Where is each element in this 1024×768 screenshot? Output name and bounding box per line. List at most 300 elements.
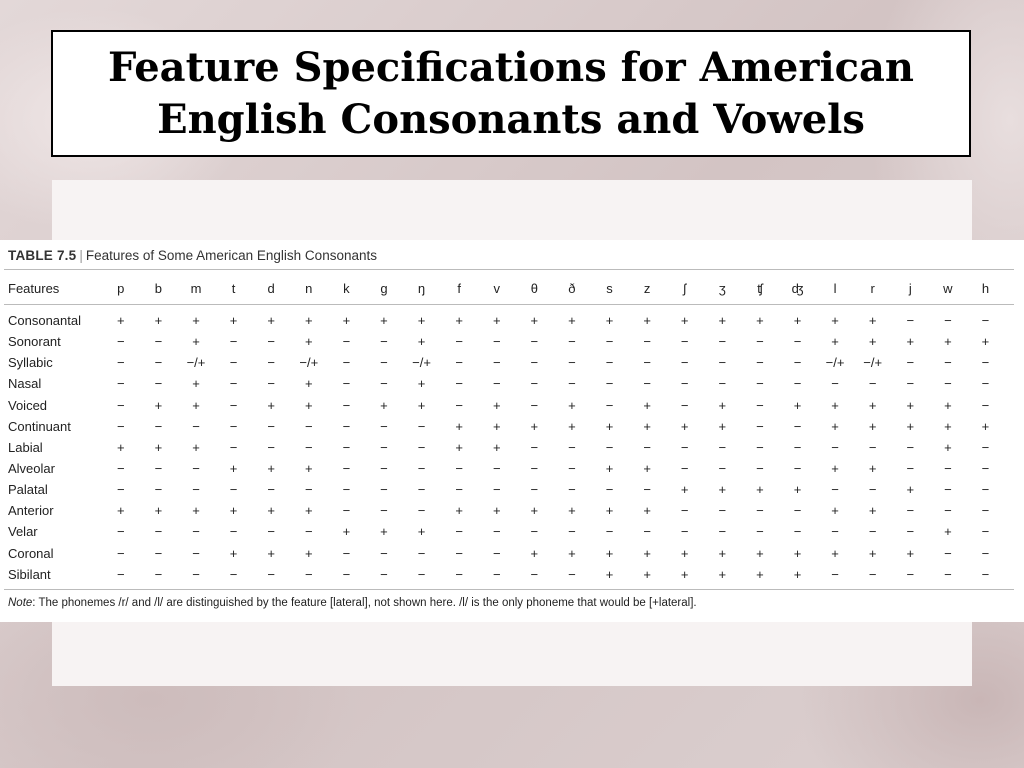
- feature-value: −: [530, 397, 539, 413]
- feature-value: −: [342, 418, 351, 434]
- feature-value: −: [267, 355, 275, 371]
- feature-value: −: [492, 482, 501, 498]
- feature-value: −: [229, 376, 238, 392]
- column-header-phoneme: g: [380, 280, 388, 296]
- feature-value: −: [267, 482, 275, 498]
- feature-value: −: [605, 334, 614, 350]
- feature-value: +: [831, 313, 839, 329]
- feature-value: −: [756, 376, 764, 392]
- feature-value: −: [605, 376, 614, 392]
- feature-value: +: [868, 503, 877, 519]
- feature-value: −: [154, 376, 163, 392]
- feature-value: +: [944, 418, 952, 434]
- feature-value: −: [342, 461, 351, 477]
- feature-value: +: [868, 397, 877, 413]
- feature-value: −: [380, 439, 388, 455]
- feature-value: +: [944, 334, 952, 350]
- feature-value: −: [530, 482, 539, 498]
- feature-value: −: [380, 376, 388, 392]
- feature-value: −: [643, 334, 651, 350]
- feature-value: −: [342, 355, 351, 371]
- feature-value: +: [117, 503, 125, 519]
- feature-value: +: [229, 545, 238, 561]
- column-header-phoneme: θ: [530, 280, 538, 296]
- feature-value: +: [417, 376, 426, 392]
- caption-separator: |: [79, 248, 83, 263]
- feature-value: −: [568, 566, 576, 582]
- feature-value: +: [906, 545, 915, 561]
- feature-value: −: [342, 503, 351, 519]
- feature-value: −: [455, 566, 463, 582]
- feature-value: −: [568, 461, 576, 477]
- feature-value: −: [605, 482, 614, 498]
- feature-value: −: [793, 503, 802, 519]
- feature-value: −: [981, 566, 990, 582]
- feature-value: +: [417, 313, 426, 329]
- feature-value: −: [944, 461, 952, 477]
- feature-value: −: [906, 355, 915, 371]
- feature-value: −: [793, 418, 802, 434]
- column-header-phoneme: z: [643, 280, 651, 296]
- feature-value: +: [906, 334, 915, 350]
- feature-value: −: [718, 334, 727, 350]
- column-header-phoneme: p: [117, 280, 125, 296]
- feature-value: −: [192, 461, 200, 477]
- feature-value: +: [906, 397, 915, 413]
- feature-value: −: [417, 566, 426, 582]
- feature-value: +: [756, 566, 764, 582]
- feature-value: −: [192, 545, 200, 561]
- feature-value: −: [380, 503, 388, 519]
- feature-value: −: [304, 439, 313, 455]
- feature-value: +: [756, 545, 764, 561]
- feature-value: +: [192, 334, 200, 350]
- feature-value: −: [831, 524, 839, 540]
- feature-value: −: [906, 503, 915, 519]
- feature-value: −: [906, 439, 915, 455]
- feature-value: +: [267, 397, 275, 413]
- feature-value: +: [154, 439, 163, 455]
- feature-value: +: [154, 503, 163, 519]
- feature-value: +: [568, 313, 576, 329]
- feature-name: Nasal: [8, 376, 42, 392]
- feature-value: −: [304, 524, 313, 540]
- feature-value: −: [906, 313, 915, 329]
- feature-value: +: [718, 418, 727, 434]
- feature-table-figure: [0, 240, 1024, 622]
- feature-value: −: [154, 418, 163, 434]
- feature-value: −: [944, 313, 952, 329]
- feature-value: −: [906, 524, 915, 540]
- feature-value: +: [756, 482, 764, 498]
- feature-value: −: [906, 461, 915, 477]
- feature-name: Voiced: [8, 397, 48, 413]
- feature-value: −: [117, 334, 125, 350]
- feature-value: +: [192, 313, 200, 329]
- feature-value: −: [455, 334, 463, 350]
- feature-value: +: [793, 397, 802, 413]
- feature-value: +: [718, 313, 727, 329]
- feature-value: −: [342, 545, 351, 561]
- feature-value: −/+: [825, 355, 845, 371]
- feature-name: Sonorant: [8, 334, 61, 350]
- feature-value: +: [643, 418, 651, 434]
- feature-value: −: [605, 397, 614, 413]
- feature-value: −: [380, 418, 388, 434]
- feature-value: +: [342, 313, 351, 329]
- feature-value: −: [417, 439, 426, 455]
- feature-value: −: [229, 397, 238, 413]
- table-top-rule: [4, 269, 1014, 270]
- feature-value: +: [944, 439, 952, 455]
- feature-value: −: [643, 355, 651, 371]
- feature-value: −: [342, 439, 351, 455]
- column-header-phoneme: w: [943, 280, 953, 296]
- column-header-phoneme: ʃ: [683, 280, 687, 296]
- feature-value: +: [492, 397, 501, 413]
- feature-value: +: [229, 313, 238, 329]
- feature-value: −: [568, 376, 576, 392]
- feature-value: −: [342, 376, 351, 392]
- feature-value: −: [568, 439, 576, 455]
- feature-value: +: [267, 461, 275, 477]
- feature-value: +: [718, 545, 727, 561]
- feature-value: +: [229, 461, 238, 477]
- column-header-phoneme: v: [493, 280, 500, 296]
- feature-value: +: [192, 397, 200, 413]
- feature-value: −: [492, 334, 501, 350]
- feature-value: −: [680, 376, 689, 392]
- feature-value: +: [304, 334, 313, 350]
- feature-value: +: [793, 313, 802, 329]
- feature-value: +: [868, 334, 877, 350]
- feature-value: −: [831, 482, 839, 498]
- note-label: Note: [8, 597, 33, 609]
- feature-value: +: [530, 503, 539, 519]
- feature-value: −: [192, 418, 200, 434]
- feature-value: −: [756, 439, 764, 455]
- feature-value: −: [492, 524, 501, 540]
- feature-value: +: [831, 334, 839, 350]
- feature-value: −/+: [299, 355, 319, 371]
- feature-table: [4, 274, 1020, 585]
- column-header-phoneme: h: [981, 280, 990, 296]
- column-header-phoneme: r: [870, 280, 875, 296]
- feature-value: +: [680, 418, 689, 434]
- feature-value: −: [492, 566, 501, 582]
- feature-name: Velar: [8, 524, 38, 540]
- feature-value: −: [530, 334, 539, 350]
- feature-value: +: [643, 545, 651, 561]
- column-header-phoneme: k: [343, 280, 350, 296]
- feature-name: Labial: [8, 439, 43, 455]
- feature-value: −: [718, 461, 727, 477]
- feature-value: −: [417, 545, 426, 561]
- feature-value: +: [605, 418, 614, 434]
- feature-value: +: [793, 482, 802, 498]
- feature-value: +: [680, 313, 689, 329]
- feature-value: −: [680, 334, 689, 350]
- feature-value: −: [455, 461, 463, 477]
- column-header-phoneme: s: [606, 280, 613, 296]
- column-header-phoneme: ʒ: [718, 280, 726, 296]
- feature-value: −: [192, 524, 200, 540]
- feature-value: +: [267, 545, 275, 561]
- feature-value: −: [154, 545, 163, 561]
- feature-value: −: [756, 418, 764, 434]
- feature-value: −: [304, 418, 313, 434]
- feature-value: −: [680, 461, 689, 477]
- feature-value: −: [680, 524, 689, 540]
- feature-value: −: [568, 355, 576, 371]
- feature-value: −: [455, 376, 463, 392]
- feature-value: −: [530, 524, 539, 540]
- feature-value: +: [793, 566, 802, 582]
- feature-value: +: [868, 545, 877, 561]
- table-number: TABLE 7.5: [8, 248, 77, 263]
- feature-value: −: [680, 439, 689, 455]
- feature-value: −: [267, 524, 275, 540]
- feature-value: −: [455, 397, 463, 413]
- feature-value: −: [718, 524, 727, 540]
- feature-value: −: [267, 566, 275, 582]
- feature-value: −: [117, 461, 125, 477]
- feature-value: −: [944, 355, 952, 371]
- feature-value: +: [605, 503, 614, 519]
- feature-value: −: [981, 439, 990, 455]
- table-caption-text: Features of Some American English Consonants: [85, 248, 377, 263]
- feature-value: −: [267, 439, 275, 455]
- feature-value: +: [304, 376, 313, 392]
- feature-value: −: [492, 545, 501, 561]
- feature-value: −: [380, 334, 388, 350]
- feature-value: −: [117, 418, 125, 434]
- feature-value: −: [643, 524, 651, 540]
- feature-value: −: [981, 524, 990, 540]
- feature-value: +: [192, 439, 200, 455]
- feature-value: −: [944, 376, 952, 392]
- feature-value: −: [117, 524, 125, 540]
- feature-value: −: [568, 334, 576, 350]
- feature-value: +: [417, 334, 426, 350]
- feature-value: −: [718, 503, 727, 519]
- feature-value: +: [868, 461, 877, 477]
- feature-value: −: [756, 334, 764, 350]
- feature-value: +: [304, 545, 313, 561]
- feature-value: −: [793, 524, 802, 540]
- feature-value: −: [455, 545, 463, 561]
- feature-value: +: [530, 418, 539, 434]
- feature-value: +: [868, 313, 877, 329]
- feature-value: −: [154, 355, 163, 371]
- feature-value: −: [117, 482, 125, 498]
- feature-value: +: [492, 503, 501, 519]
- feature-value: −: [492, 461, 501, 477]
- feature-value: −: [568, 482, 576, 498]
- feature-value: +: [117, 439, 125, 455]
- feature-value: +: [380, 313, 388, 329]
- feature-value: −: [793, 355, 802, 371]
- feature-value: +: [605, 545, 614, 561]
- column-header-phoneme: f: [457, 280, 461, 296]
- feature-value: +: [680, 566, 689, 582]
- feature-value: −: [756, 503, 764, 519]
- feature-name: Palatal: [8, 482, 48, 498]
- feature-value: −: [756, 524, 764, 540]
- feature-value: −: [417, 418, 426, 434]
- feature-value: −: [868, 524, 877, 540]
- feature-value: −: [831, 376, 839, 392]
- feature-value: −: [380, 566, 388, 582]
- feature-value: −: [793, 461, 802, 477]
- feature-value: −: [981, 482, 990, 498]
- feature-value: −: [605, 355, 614, 371]
- feature-value: −: [680, 355, 689, 371]
- feature-value: +: [154, 397, 163, 413]
- feature-value: +: [455, 503, 463, 519]
- feature-value: −: [756, 355, 764, 371]
- feature-value: −: [568, 524, 576, 540]
- feature-value: −: [455, 524, 463, 540]
- feature-value: +: [643, 461, 651, 477]
- feature-value: +: [793, 545, 802, 561]
- slide-title: Feature Specifications for American English Consonants and Vowels: [108, 43, 914, 143]
- feature-value: −: [154, 482, 163, 498]
- feature-value: +: [756, 313, 764, 329]
- feature-value: −: [117, 397, 125, 413]
- feature-value: −: [417, 482, 426, 498]
- feature-name: Continuant: [8, 418, 71, 434]
- feature-value: −: [417, 461, 426, 477]
- feature-value: −: [756, 397, 764, 413]
- feature-value: −: [944, 482, 952, 498]
- feature-value: −: [643, 376, 651, 392]
- feature-value: −: [530, 461, 539, 477]
- feature-value: +: [267, 503, 275, 519]
- feature-value: −: [229, 334, 238, 350]
- feature-value: −: [117, 545, 125, 561]
- feature-value: −: [229, 482, 238, 498]
- feature-value: −: [981, 313, 990, 329]
- feature-name: Coronal: [8, 545, 54, 561]
- column-header-features: Features: [8, 280, 60, 296]
- feature-value: −: [605, 524, 614, 540]
- feature-value: −: [680, 503, 689, 519]
- feature-value: +: [417, 524, 426, 540]
- feature-value: −: [831, 566, 839, 582]
- feature-name: Consonantal: [8, 313, 81, 329]
- feature-value: +: [831, 461, 839, 477]
- column-header-phoneme: n: [305, 280, 313, 296]
- feature-value: +: [643, 397, 651, 413]
- feature-value: −: [229, 524, 238, 540]
- feature-value: −: [380, 545, 388, 561]
- feature-value: −: [492, 376, 501, 392]
- feature-value: +: [981, 334, 990, 350]
- feature-value: −: [530, 376, 539, 392]
- feature-value: −: [304, 482, 313, 498]
- feature-value: +: [944, 397, 952, 413]
- feature-value: +: [718, 397, 727, 413]
- feature-value: −: [530, 566, 539, 582]
- feature-value: −: [455, 482, 463, 498]
- feature-value: −: [530, 439, 539, 455]
- feature-value: +: [831, 397, 839, 413]
- feature-value: −: [906, 566, 915, 582]
- feature-value: −: [981, 376, 990, 392]
- feature-value: +: [605, 313, 614, 329]
- feature-value: +: [455, 439, 463, 455]
- feature-value: −: [756, 461, 764, 477]
- feature-value: −: [831, 439, 839, 455]
- feature-value: −: [793, 439, 802, 455]
- column-header-phoneme: ʤ: [791, 280, 804, 296]
- feature-value: −: [267, 418, 275, 434]
- feature-value: −: [680, 397, 689, 413]
- feature-value: −/+: [863, 355, 883, 371]
- column-header-phoneme: l: [833, 280, 837, 296]
- feature-value: −: [718, 439, 727, 455]
- feature-value: +: [530, 545, 539, 561]
- feature-value: −/+: [186, 355, 206, 371]
- feature-value: −: [417, 503, 426, 519]
- feature-value: −: [154, 461, 163, 477]
- feature-value: +: [304, 397, 313, 413]
- feature-value: −: [117, 566, 125, 582]
- column-header-phoneme: ʧ: [757, 280, 763, 296]
- feature-value: −: [229, 439, 238, 455]
- feature-value: +: [831, 418, 839, 434]
- feature-value: +: [906, 482, 915, 498]
- feature-value: −: [981, 545, 990, 561]
- feature-name: Sibilant: [8, 566, 51, 582]
- slide-title-box: [51, 30, 971, 157]
- feature-value: +: [568, 397, 576, 413]
- feature-value: +: [492, 418, 501, 434]
- header-spacer: [4, 302, 1004, 310]
- feature-value: +: [342, 524, 351, 540]
- feature-value: +: [492, 439, 501, 455]
- feature-value: −: [229, 418, 238, 434]
- feature-value: −: [530, 355, 539, 371]
- table-bottom-rule: [4, 589, 1014, 590]
- feature-value: +: [718, 482, 727, 498]
- feature-value: +: [680, 482, 689, 498]
- feature-value: −: [380, 482, 388, 498]
- feature-value: −: [981, 397, 990, 413]
- feature-value: +: [568, 545, 576, 561]
- feature-value: +: [906, 418, 915, 434]
- feature-value: +: [831, 545, 839, 561]
- feature-value: −: [868, 566, 877, 582]
- feature-value: −: [944, 566, 952, 582]
- feature-value: −: [944, 503, 952, 519]
- feature-value: −: [380, 461, 388, 477]
- table-caption: [8, 248, 377, 263]
- column-header-phoneme: j: [908, 280, 912, 296]
- feature-value: +: [718, 566, 727, 582]
- feature-value: −: [229, 566, 238, 582]
- feature-value: +: [192, 503, 200, 519]
- feature-value: −: [455, 355, 463, 371]
- feature-value: +: [605, 461, 614, 477]
- feature-value: +: [643, 503, 651, 519]
- feature-value: +: [304, 461, 313, 477]
- feature-name: Syllabic: [8, 355, 53, 371]
- feature-value: −: [981, 503, 990, 519]
- feature-value: −: [793, 334, 802, 350]
- feature-value: +: [831, 503, 839, 519]
